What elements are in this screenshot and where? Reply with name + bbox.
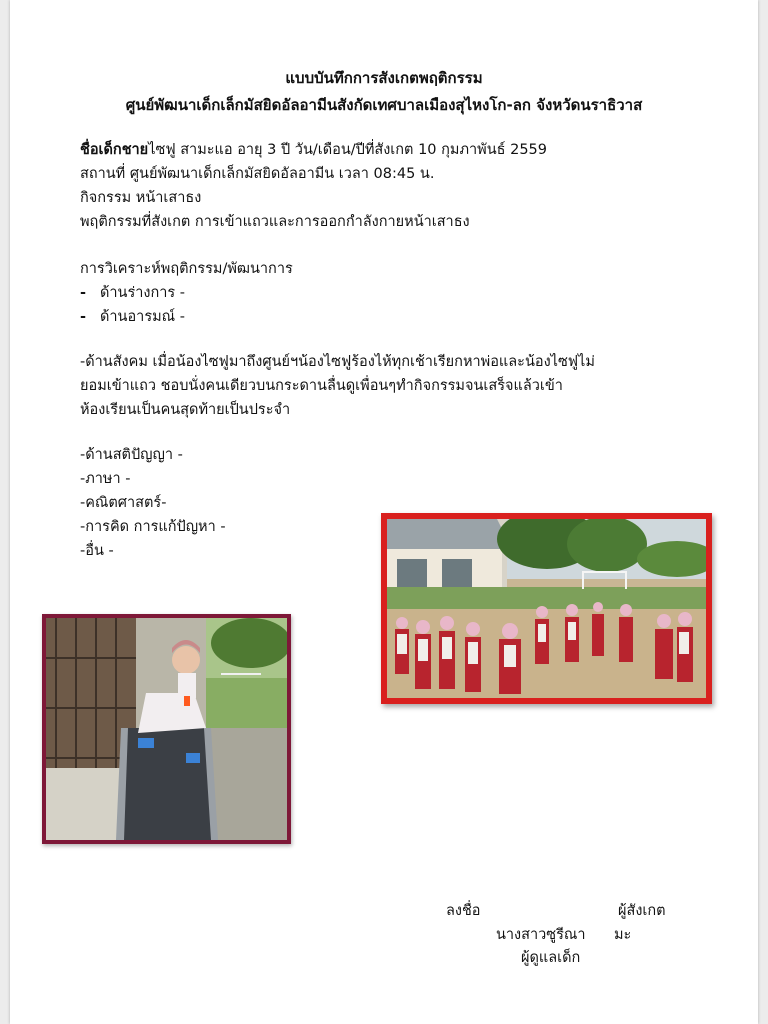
- bullet-dash: -: [80, 285, 87, 301]
- item-intellect: -ด้านสติปัญญา -: [80, 447, 183, 463]
- activity-line: กิจกรรม หน้าเสาธง: [80, 190, 202, 206]
- place-line: สถานที่ ศูนย์พัฒนาเด็กเล็กมัสยิดอัลอามีน เวลา 08:45 น.: [80, 166, 435, 182]
- item-math: -คณิตศาสตร์-: [80, 495, 167, 511]
- child-info: ไซฟู สามะแอ อายุ 3 ปี วัน/เดือน/ปีที่สังเกต 10 กุมภาพันธ์ 2559: [148, 142, 548, 158]
- observer-name: นางสาวซูรีณา: [496, 927, 586, 943]
- item-other: -อื่น -: [80, 543, 114, 559]
- observer-label: ผู้สังเกต: [618, 903, 666, 919]
- analysis-heading: การวิเคราะห์พฤติกรรม/พัฒนาการ: [80, 261, 293, 277]
- bullet-text: ด้านร่างการ -: [100, 285, 186, 301]
- behavior-line: พฤติกรรมที่สังเกต การเข้าแถวและการออกกำลังกายหน้าเสาธง: [80, 214, 470, 230]
- bullet-text: ด้านอารมณ์ -: [100, 309, 185, 325]
- document-title: แบบบันทึกการสังเกตพฤติกรรม: [285, 69, 483, 87]
- child-info-line: [80, 138, 547, 161]
- item-thinking: -การคิด การแก้ปัญหา -: [80, 519, 226, 535]
- social-line-2: ยอมเข้าแถว ชอบนั่งคนเดียวบนกระดานลื่นดูเพื่อนๆทำกิจกรรมจนเสร็จแล้วเข้า: [80, 378, 563, 394]
- bullet-dash: -: [80, 309, 87, 325]
- observer-surname: มะ: [614, 927, 632, 943]
- child-on-slide-photo: [42, 614, 291, 844]
- document-subtitle: ศูนย์พัฒนาเด็กเล็กมัสยิดอัลอามีนสังกัดเทศบาลเมืองสุไหงโก-ลก จังหวัดนราธิวาส: [125, 96, 643, 114]
- social-line-1: -ด้านสังคม เมื่อน้องไซฟูมาถึงศูนย์ฯน้องไซฟูร้องไห้ทุกเช้าเรียกหาพ่อและน้องไซฟูไม่: [80, 354, 595, 370]
- bullet-emotional: [80, 305, 185, 328]
- child-label: ชื่อเด็กชาย: [80, 142, 149, 158]
- bullet-physical: [80, 281, 185, 304]
- social-line-3: ห้องเรียนเป็นคนสุดท้ายเป็นประจำ: [80, 402, 291, 418]
- signature-label: ลงชื่อ: [446, 903, 481, 919]
- item-language: -ภาษา -: [80, 471, 131, 487]
- observer-role: ผู้ดูแลเด็ก: [521, 950, 581, 966]
- schoolyard-photo: [381, 513, 712, 704]
